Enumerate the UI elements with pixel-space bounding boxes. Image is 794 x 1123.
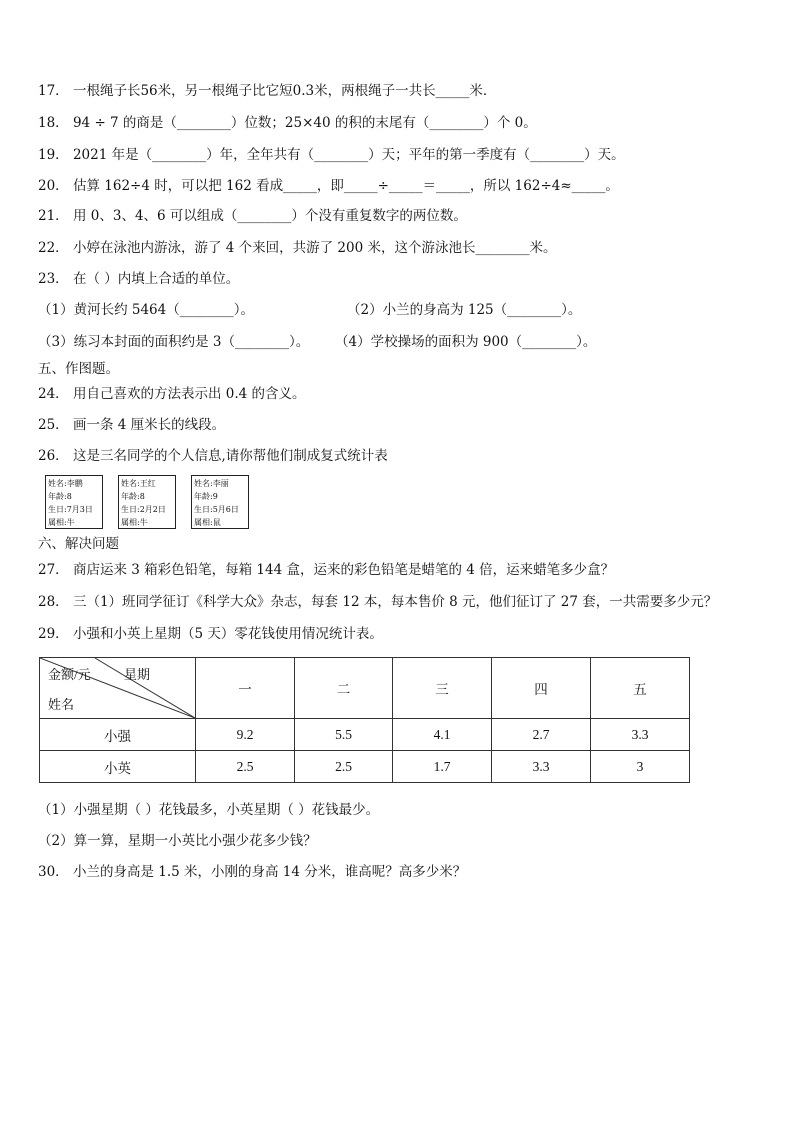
day-header: 一	[196, 658, 295, 719]
card-age: 年龄:8	[48, 492, 72, 501]
table-cell: 2.7	[492, 719, 591, 751]
table-cell: 2.5	[295, 751, 393, 783]
pocket-money-table	[39, 657, 690, 783]
card-birthday: 生日:5月6日	[194, 505, 239, 514]
question-20: 20． 估算 162÷4 时，可以把 162 看成_____，即_____÷_____＝_____，所以 162÷4≈_____。	[38, 178, 619, 194]
question-29: 29． 小强和小英上星期（5 天）零花钱使用情况统计表。	[38, 626, 383, 642]
question-23-part-4: （4）学校操场的面积为 900（________）。	[335, 334, 597, 350]
header-weekday: 星期	[124, 667, 151, 682]
table-cell: 3.3	[591, 719, 690, 751]
day-header: 四	[492, 658, 591, 719]
card-name: 姓名:李鹏	[48, 479, 83, 488]
table-row	[40, 751, 690, 783]
card-age: 年龄:9	[194, 492, 218, 501]
question-23-part-1: （1）黄河长约 5464（________）。	[38, 302, 254, 318]
row-name: 小英	[40, 751, 196, 783]
student-card	[118, 475, 176, 529]
card-zodiac: 属相:牛	[48, 518, 75, 527]
table-cell: 2.5	[196, 751, 295, 783]
question-29-part-2: （2）算一算，星期一小英比小强少花多少钱？	[38, 833, 317, 849]
question-28: 28． 三（1）班同学征订《科学大众》杂志，每套 12 本，每本售价 8 元，他们征订了 27 套，一共需要多少元？	[38, 594, 718, 610]
table-cell: 3.3	[492, 751, 591, 783]
day-header: 二	[295, 658, 393, 719]
question-25: 25． 画一条 4 厘米长的线段。	[38, 417, 226, 433]
question-30: 30． 小兰的身高是 1.5 米，小刚的身高 14 分米，谁高呢？高多少米？	[38, 864, 467, 880]
student-card	[45, 475, 103, 529]
question-18: 18． 94 ÷ 7 的商是（________）位数；25×40 的积的末尾有（________）个 0。	[38, 115, 537, 131]
table-row	[40, 719, 690, 751]
question-26: 26． 这是三名同学的个人信息,请你帮他们制成复式统计表	[38, 448, 388, 464]
question-23: 23． 在（ ）内填上合适的单位。	[38, 271, 240, 287]
table-cell: 9.2	[196, 719, 295, 751]
card-zodiac: 属相:鼠	[194, 518, 221, 527]
student-card	[191, 475, 249, 529]
day-header: 三	[393, 658, 492, 719]
table-cell: 5.5	[295, 719, 393, 751]
row-name: 小强	[40, 719, 196, 751]
question-27: 27． 商店运来 3 箱彩色铅笔，每箱 144 盒，运来的彩色铅笔是蜡笔的 4 倍，运来蜡笔多少盒？	[38, 562, 615, 578]
section-heading-drawing: 五、作图题。	[38, 361, 119, 377]
question-23-part-3: （3）练习本封面的面积约是 3（________）。	[38, 334, 310, 350]
card-birthday: 生日:7月3日	[48, 505, 93, 514]
question-29-part-1: （1）小强星期（ ）花钱最多，小英星期（ ）花钱最少。	[38, 802, 380, 818]
header-name: 姓名	[48, 697, 75, 712]
header-amount: 金额/元	[48, 667, 91, 682]
card-birthday: 生日:2月2日	[121, 505, 166, 514]
day-header: 五	[591, 658, 690, 719]
question-17: 17． 一根绳子长56米，另一根绳子比它短0.3米，两根绳子一共长_____米．	[38, 83, 497, 99]
table-header-row	[40, 658, 690, 719]
question-22: 22． 小婷在泳池内游泳，游了 4 个来回，共游了 200 米，这个游泳池长________米。	[38, 240, 557, 256]
table-cell: 3	[591, 751, 690, 783]
question-23-part-2: （2）小兰的身高为 125（________）。	[347, 302, 582, 318]
question-19: 19． 2021 年是（________）年，全年共有（________）天；平年的第一季度有（________）天。	[38, 147, 625, 163]
table-cell: 1.7	[393, 751, 492, 783]
section-heading-problems: 六、解决问题	[38, 536, 119, 552]
card-name: 姓名:王红	[121, 479, 156, 488]
question-24: 24． 用自己喜欢的方法表示出 0.4 的含义。	[38, 386, 306, 402]
card-age: 年龄:8	[121, 492, 145, 501]
card-name: 姓名:李丽	[194, 479, 229, 488]
card-zodiac: 属相:牛	[121, 518, 148, 527]
question-21: 21． 用 0、3、4、6 可以组成（________）个没有重复数字的两位数。	[38, 208, 467, 224]
diagonal-header-cell	[40, 658, 196, 719]
table-cell: 4.1	[393, 719, 492, 751]
